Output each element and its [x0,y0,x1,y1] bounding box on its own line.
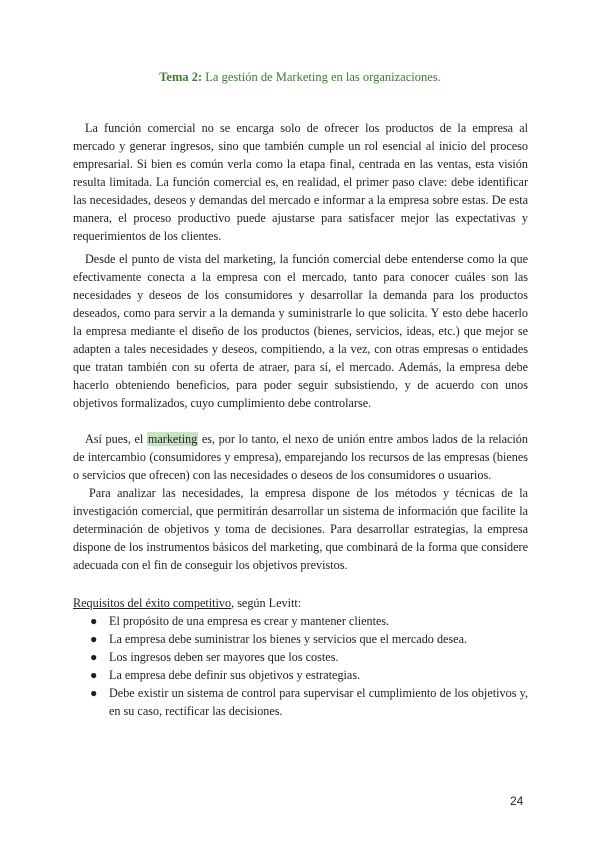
list-item [73,684,528,720]
paragraph-2-text: Desde el punto de vista del marketing, la función comercial debe entenderse como la que efectivamente conecta a la empresa con el mercado, tanto para conocer cuáles son las necesidades y deseos de los consumidores y desarrollar la demanda para los productos deseados, como para servir a la demanda y suministrarle lo que solicita. Y esto debe hacerlo la empresa mediante el diseño de los productos (bienes, servicios, ideas, etc.) que mejor se adapten a tales necesidades y deseos, compitiendo, a la vez, con otras empresas o entidades que tratan también con su oferta de atraer, para sí, el mercado. Además, la empresa debe hacerlo obteniendo beneficios, para poder seguir subsistiendo, y de acuerdo con unos objetivos formalizados, cuyo cumplimiento debe controlarse. [73,252,528,410]
bullet-icon: ● [90,668,98,682]
requirements-section [73,594,528,720]
paragraph-1 [73,119,528,245]
list-item-text: La empresa debe suministrar los bienes y servicios que el mercado desea. [109,632,468,646]
paragraph-3-block [73,430,528,574]
paragraph-2 [73,250,528,412]
list-item [73,648,528,666]
section-title-text: La gestión de Marketing en las organizaciones. [202,70,441,84]
requirements-heading-underlined: Requisitos del éxito competitivo [73,596,232,610]
list-item [73,612,528,630]
list-item [73,630,528,648]
list-item-text: Los ingresos deben ser mayores que los costes. [109,650,339,664]
section-title-number: Tema 2: [159,70,203,84]
paragraph-3-start: Así pues, el [85,432,147,446]
page-number: 24 [510,794,524,808]
requirements-heading [73,594,528,612]
list-item-text: El propósito de una empresa es crear y mantener clientes. [109,614,390,628]
paragraph-1-text: La función comercial no se encarga solo de ofrecer los productos de la empresa al mercado y generar ingresos, sino que también cumple un rol esencial al inicio del proceso empresarial. Si bien es común verla como la etapa final, centrada en las ventas, esta visión resulta limitada. La función comercial es, en realidad, el primer paso clave: debe identificar las necesidades, deseos y demandas del mercado e informar a la empresa sobre estas. De esta manera, el proceso productivo puede ajustarse para satisfacer mejor las expectativas y requerimientos de los clientes. [73,121,528,243]
highlighted-term-marketing[interactable]: marketing [147,432,198,446]
requirements-list [73,612,528,720]
bullet-icon: ● [90,650,98,664]
paragraph-4: Para analizar las necesidades, la empresa dispone de los métodos y técnicas de la investigación comercial, que permitirán desarrollar un sistema de información que facilite la determinación de objetivos y toma de decisiones. Para desarrollar estrategias, la empresa dispone de los instrumentos básicos del marketing, que combinará de la forma que considere adecuada con el fin de conseguir los objetivos previstos. [73,486,528,572]
bullet-icon: ● [90,632,98,646]
paragraph-3 [73,430,528,484]
bullet-icon: ● [90,686,98,700]
requirements-heading-rest: , según Levitt: [231,596,302,610]
bullet-icon: ● [90,614,98,628]
list-item [73,666,528,684]
list-item-text: La empresa debe definir sus objetivos y estrategias. [109,668,361,682]
section-title [0,70,600,85]
list-item-text: Debe existir un sistema de control para supervisar el cumplimiento de los objetivos y, en su caso, rectificar las decisiones. [109,686,528,718]
paragraph-3-end: es, por lo tanto, el nexo de unión entre ambos lados de la relación de intercambio (consumidores y empresa), emparejando los recursos de las empresas (bienes o servicios que ofrecen) con las necesidades o deseos de los consumidores o usuarios. [73,432,528,482]
